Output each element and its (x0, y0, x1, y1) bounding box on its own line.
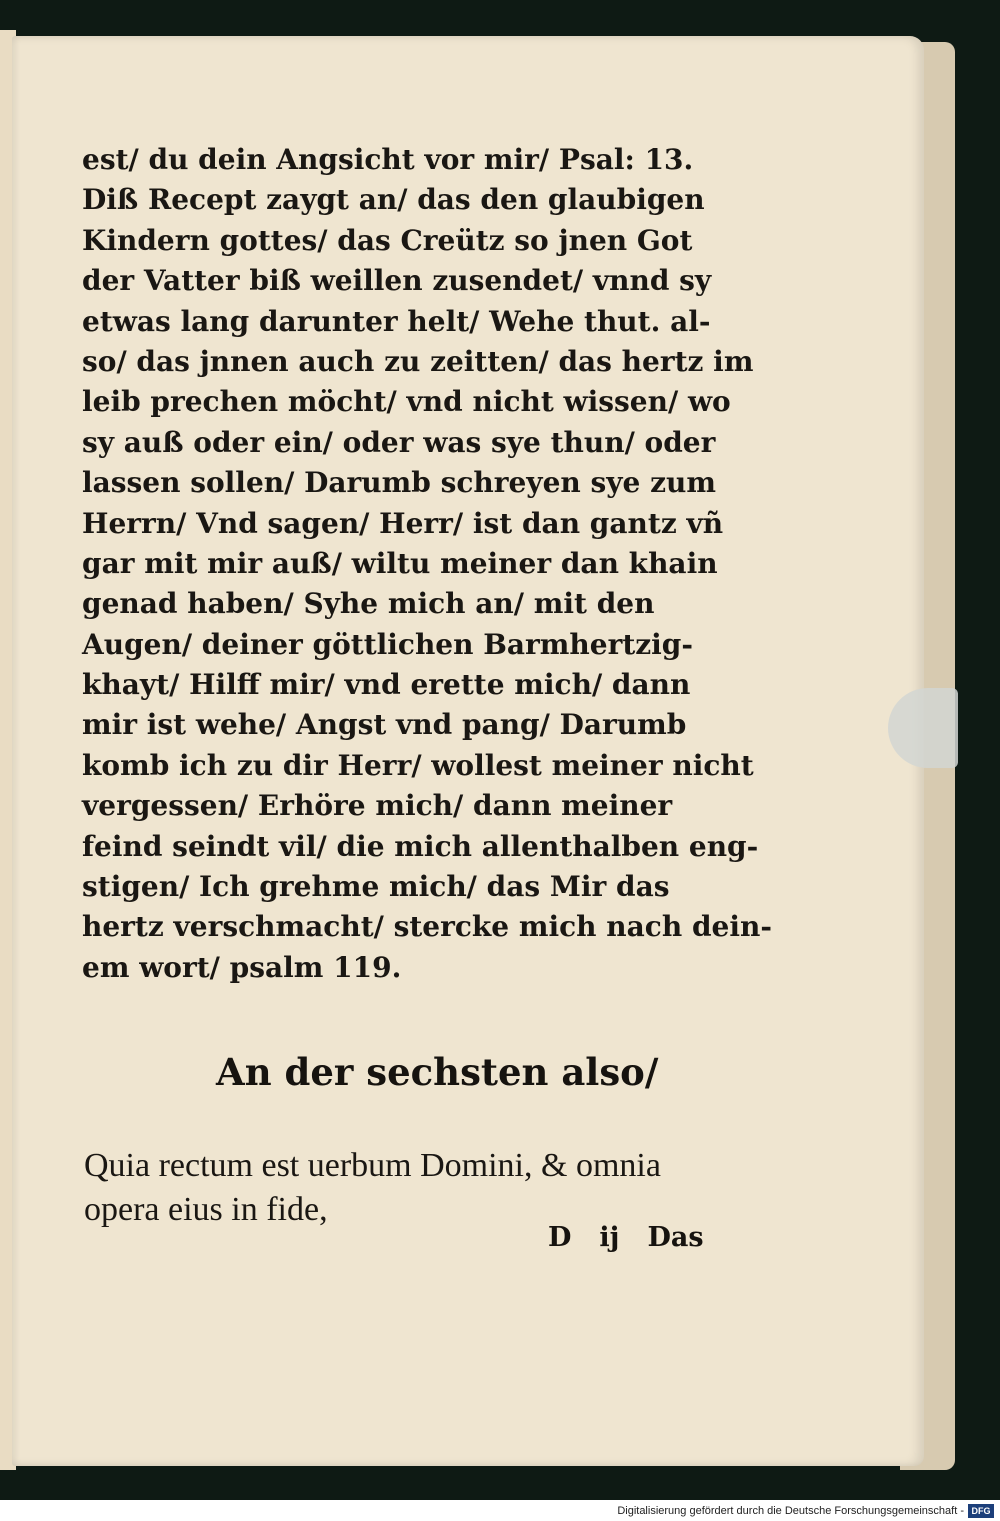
body-line: etwas lang darunter helt/ Wehe thut. al- (82, 304, 711, 338)
latin-verse (84, 1144, 661, 1232)
body-line: so/ das jnnen auch zu zeitten/ das hertz im (82, 344, 754, 378)
body-line: der Vatter biß weillen zusendet/ vnnd sy (82, 264, 712, 298)
dfg-logo: DFG (968, 1504, 994, 1518)
body-line: stigen/ Ich grehme mich/ das Mir das (82, 870, 670, 904)
body-line: khayt/ Hilff mir/ vnd erette mich/ dann (82, 668, 691, 702)
body-line: Herrn/ Vnd sagen/ Herr/ ist dan gantz vñ (82, 506, 724, 540)
body-text (82, 140, 772, 988)
signature-catchword-line (548, 1222, 704, 1253)
body-line: leib prechen möcht/ vnd nicht wissen/ wo (82, 385, 731, 419)
body-line: genad haben/ Syhe mich an/ mit den (82, 587, 655, 621)
body-line: hertz verschmacht/ stercke mich nach dein- (82, 910, 772, 944)
body-line: Kindern gottes/ das Creütz so jnen Got (82, 223, 693, 257)
body-line: lassen sollen/ Darumb schreyen sye zum (82, 466, 716, 500)
catchword: Das (647, 1222, 704, 1253)
signature-number: ij (599, 1222, 620, 1253)
page-clip (888, 688, 958, 768)
body-line: vergessen/ Erhöre mich/ dann meiner (82, 789, 673, 823)
body-line: sy auß oder ein/ oder was sye thun/ oder (82, 425, 716, 459)
body-line: Augen/ deiner göttlichen Barmhertzig- (82, 627, 694, 661)
footer-bar (0, 1500, 1000, 1521)
body-line: gar mit mir auß/ wiltu meiner dan khain (82, 546, 718, 580)
latin-line: Quia rectum est uerbum Domini, & omnia (84, 1147, 661, 1184)
body-line: mir ist wehe/ Angst vnd pang/ Darumb (82, 708, 687, 742)
section-heading: An der sechsten also/ (216, 1050, 659, 1094)
body-line: est/ du dein Angsicht vor mir/ Psal: 13. (82, 143, 694, 176)
body-line: feind seindt vil/ die mich allenthalben eng- (82, 829, 759, 863)
funding-credit: Digitalisierung gefördert durch die Deutsche Forschungsgemeinschaft - (617, 1504, 964, 1517)
body-line: komb ich zu dir Herr/ wollest meiner nicht (82, 748, 754, 782)
body-line: em wort/ psalm 119. (82, 950, 402, 984)
body-line: Diß Recept zaygt an/ das den glaubigen (82, 183, 705, 217)
latin-line: opera eius in fide, (84, 1191, 328, 1228)
signature-mark: D (548, 1222, 572, 1253)
